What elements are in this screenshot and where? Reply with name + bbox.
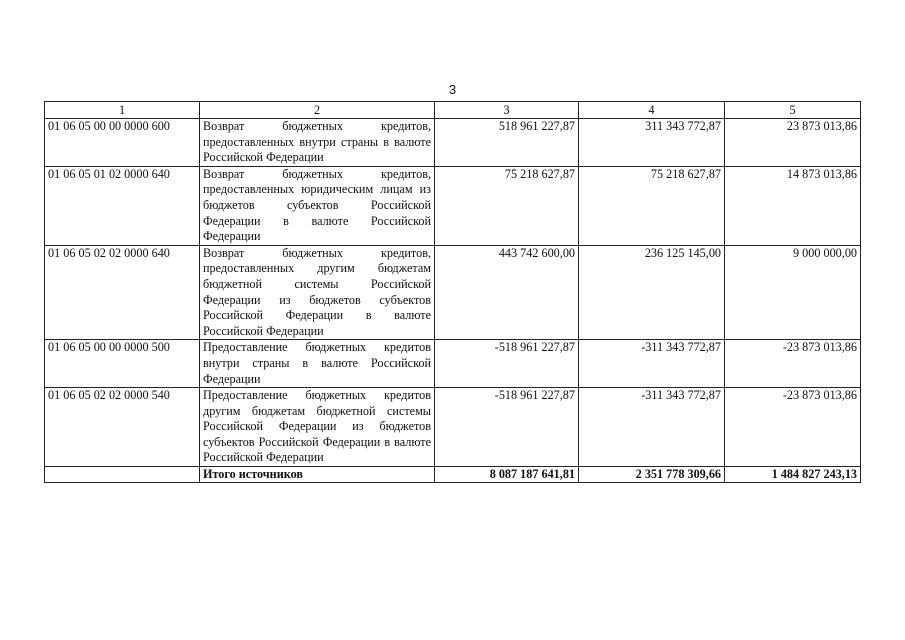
row-code: 01 06 05 00 00 0000 500 xyxy=(45,340,200,388)
row-name: Возврат бюджетных кредитов, предоставленных внутри страны в валюте Российской Федерации xyxy=(200,119,435,167)
total-value-col4: 2 351 778 309,66 xyxy=(579,467,725,483)
column-header-2: 2 xyxy=(200,102,435,119)
column-header-5: 5 xyxy=(725,102,861,119)
row-value-col5: 23 873 013,86 xyxy=(725,119,861,167)
row-value-col3: 518 961 227,87 xyxy=(435,119,579,167)
row-value-col4: 236 125 145,00 xyxy=(579,245,725,340)
column-header-1: 1 xyxy=(45,102,200,119)
table-row xyxy=(45,388,861,467)
row-value-col4: 75 218 627,87 xyxy=(579,166,725,245)
budget-sources-table xyxy=(44,101,861,483)
table-row xyxy=(45,340,861,388)
row-value-col3: 443 742 600,00 xyxy=(435,245,579,340)
column-header-3: 3 xyxy=(435,102,579,119)
row-name: Предоставление бюджетных кредитов другим бюджетам бюджетной системы Российской Федерации из бюджетов субъектов Российской Федерации в валюте Российской Федерации xyxy=(200,388,435,467)
row-value-col5: 9 000 000,00 xyxy=(725,245,861,340)
row-code: 01 06 05 00 00 0000 600 xyxy=(45,119,200,167)
table-row xyxy=(45,245,861,340)
row-value-col5: -23 873 013,86 xyxy=(725,340,861,388)
row-code: 01 06 05 02 02 0000 640 xyxy=(45,245,200,340)
row-name: Возврат бюджетных кредитов, предоставленных другим бюджетам бюджетной системы Российской Федерации из бюджетов субъектов Российской Федерации в валюте Российской Федерации xyxy=(200,245,435,340)
table-row xyxy=(45,119,861,167)
table-row xyxy=(45,166,861,245)
row-name: Возврат бюджетных кредитов, предоставленных юридическим лицам из бюджетов субъектов Российской Федерации в валюте Российской Федерации xyxy=(200,166,435,245)
table-total-row xyxy=(45,467,861,483)
table-header-row xyxy=(45,102,861,119)
total-value-col3: 8 087 187 641,81 xyxy=(435,467,579,483)
row-value-col3: -518 961 227,87 xyxy=(435,388,579,467)
row-value-col5: 14 873 013,86 xyxy=(725,166,861,245)
row-value-col4: -311 343 772,87 xyxy=(579,388,725,467)
row-value-col5: -23 873 013,86 xyxy=(725,388,861,467)
row-code: 01 06 05 01 02 0000 640 xyxy=(45,166,200,245)
total-label: Итого источников xyxy=(200,467,435,483)
page-number: 3 xyxy=(448,82,457,97)
column-header-4: 4 xyxy=(579,102,725,119)
row-value-col4: -311 343 772,87 xyxy=(579,340,725,388)
total-code xyxy=(45,467,200,483)
row-value-col3: -518 961 227,87 xyxy=(435,340,579,388)
row-value-col4: 311 343 772,87 xyxy=(579,119,725,167)
row-code: 01 06 05 02 02 0000 540 xyxy=(45,388,200,467)
total-value-col5: 1 484 827 243,13 xyxy=(725,467,861,483)
row-value-col3: 75 218 627,87 xyxy=(435,166,579,245)
row-name: Предоставление бюджетных кредитов внутри страны в валюте Российской Федерации xyxy=(200,340,435,388)
